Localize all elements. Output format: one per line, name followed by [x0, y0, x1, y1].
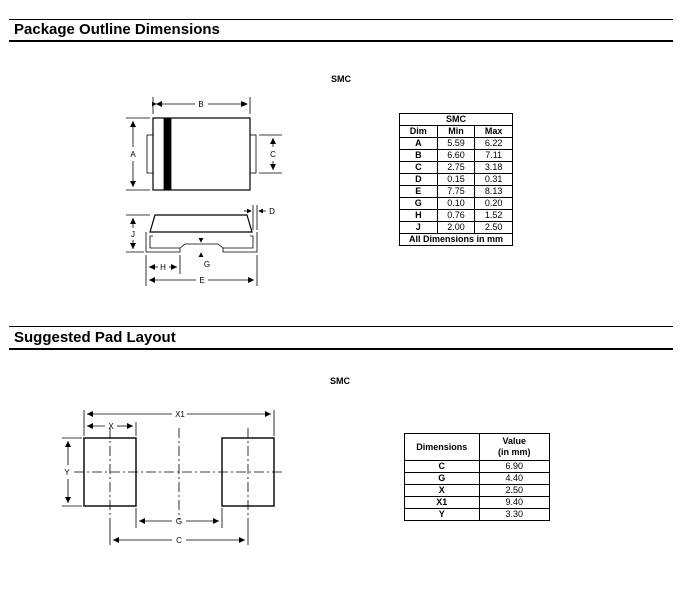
header-value: Value (in mm): [479, 434, 549, 461]
section-title-pad-layout: Suggested Pad Layout: [14, 329, 176, 346]
label-e: E: [199, 276, 205, 285]
label-b: B: [198, 100, 204, 109]
table-row: X1 9.40: [405, 497, 550, 509]
table-row: B 6.60 7.11: [400, 150, 513, 162]
label-d: D: [269, 207, 275, 216]
label-c: C: [270, 150, 276, 159]
table-row: A 5.59 6.22: [400, 138, 513, 150]
package-label: SMC: [331, 74, 351, 84]
package-label-2: SMC: [330, 376, 350, 386]
label-y: Y: [64, 468, 70, 477]
label-x1: X1: [175, 410, 185, 419]
label-j: J: [131, 230, 135, 239]
label-g: G: [203, 260, 211, 269]
header-dimensions: Dimensions: [405, 434, 480, 461]
table-row: H 0.76 1.52: [400, 210, 513, 222]
table-row: Y 3.30: [405, 509, 550, 521]
section-title-outline: Package Outline Dimensions: [14, 21, 220, 38]
table-footer: All Dimensions in mm: [400, 234, 513, 246]
table-row: X 2.50: [405, 485, 550, 497]
table-row: G 4.40: [405, 473, 550, 485]
label-g2: G: [175, 517, 183, 526]
table-row: C 2.75 3.18: [400, 162, 513, 174]
table-caption: SMC: [400, 114, 513, 126]
table-row: E 7.75 8.13: [400, 186, 513, 198]
header-dim: Dim: [400, 126, 438, 138]
pad-layout-table: [404, 433, 550, 521]
header-max: Max: [475, 126, 513, 138]
table-row: D 0.15 0.31: [400, 174, 513, 186]
label-x: X: [108, 422, 114, 431]
label-h: H: [160, 263, 166, 272]
table-row: G 0.10 0.20: [400, 198, 513, 210]
header-min: Min: [437, 126, 475, 138]
label-a: A: [130, 150, 136, 159]
table-row: C 6.90: [405, 461, 550, 473]
label-c2: C: [176, 536, 182, 545]
table-row: J 2.00 2.50: [400, 222, 513, 234]
